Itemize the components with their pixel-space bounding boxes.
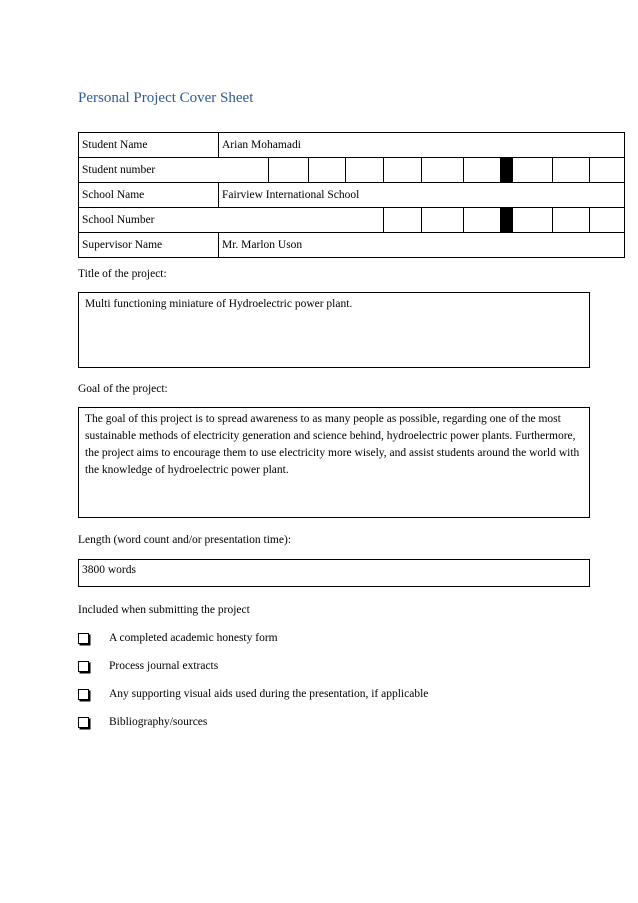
school-number-cell — [384, 208, 422, 233]
checklist-item-label: A completed academic honesty form — [109, 632, 278, 644]
checkbox-icon[interactable] — [78, 661, 89, 672]
student-number-cell — [384, 158, 422, 183]
school-number-row — [79, 208, 625, 233]
checkbox-icon[interactable] — [78, 717, 89, 728]
checklist-item-label: Process journal extracts — [109, 660, 219, 672]
school-name-row — [79, 183, 625, 208]
school-name-value: Fairview International School — [219, 183, 625, 208]
project-title-box — [78, 292, 590, 368]
student-info-table — [78, 132, 625, 258]
school-number-cell — [553, 208, 590, 233]
student-number-cell — [269, 158, 309, 183]
student-number-cell — [464, 158, 501, 183]
student-number-cell — [346, 158, 384, 183]
student-number-cell — [422, 158, 464, 183]
school-number-cell — [422, 208, 464, 233]
student-number-cell — [309, 158, 346, 183]
checkbox-icon[interactable] — [78, 633, 89, 644]
project-title-value: Multi functioning miniature of Hydroelectric power plant. — [85, 298, 353, 310]
school-number-filled-cell — [501, 208, 513, 233]
school-number-label: School Number — [79, 208, 384, 233]
included-label: Included when submitting the project — [78, 604, 250, 616]
length-label: Length (word count and/or presentation time): — [78, 534, 292, 546]
supervisor-value: Mr. Marlon Uson — [219, 233, 625, 258]
length-box — [78, 559, 590, 587]
student-number-cell — [553, 158, 590, 183]
checklist-item-label: Bibliography/sources — [109, 716, 208, 728]
checkbox-icon[interactable] — [78, 689, 89, 700]
student-number-row — [79, 158, 625, 183]
project-title-label: Title of the project: — [78, 268, 167, 280]
school-number-cell — [590, 208, 625, 233]
student-name-row — [79, 133, 625, 158]
goal-value: The goal of this project is to spread awareness to as many people as possible, regarding one of the most sustainable methods of electricity generation and science behind, hydroelectric power plants. Furthermore, the project aims to encourage them to use electricity more wisely, and assist students around the world with the knowledge of hydroelectric power plant. — [85, 413, 580, 476]
student-name-value: Arian Mohamadi — [219, 133, 625, 158]
student-number-label: Student number — [79, 158, 269, 183]
checklist-item-label: Any supporting visual aids used during the presentation, if applicable — [109, 688, 429, 700]
goal-label: Goal of the project: — [78, 383, 168, 395]
student-number-filled-cell — [501, 158, 513, 183]
supervisor-label: Supervisor Name — [79, 233, 219, 258]
school-number-cell — [513, 208, 553, 233]
page-title: Personal Project Cover Sheet — [78, 90, 254, 106]
length-value: 3800 words — [82, 564, 136, 576]
student-number-cell — [513, 158, 553, 183]
supervisor-row — [79, 233, 625, 258]
goal-box — [78, 407, 590, 518]
school-number-cell — [464, 208, 501, 233]
school-name-label: School Name — [79, 183, 219, 208]
student-name-label: Student Name — [79, 133, 219, 158]
student-number-cell — [590, 158, 625, 183]
